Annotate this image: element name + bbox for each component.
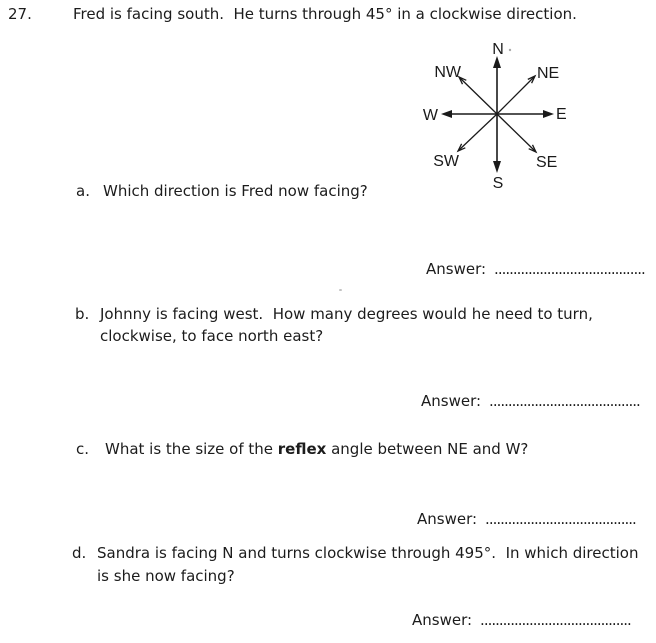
question-intro: Fred is facing south. He turns through 45° in a clockwise direction.: [73, 5, 577, 23]
scan-speck: [339, 289, 342, 291]
answer-line-d: [412, 611, 631, 629]
south-arrowhead-icon: [493, 161, 501, 173]
part-d-label: d.: [72, 544, 87, 562]
northeast-ray: [497, 76, 535, 114]
west-arrowhead-icon: [441, 110, 452, 118]
part-d-question-line1: Sandra is facing N and turns clockwise through 495°. In which direction: [97, 544, 639, 562]
southwest-ray: [458, 114, 497, 151]
answer-d-label: Answer:: [412, 611, 473, 629]
compass-label-northwest: NW: [434, 64, 461, 81]
part-c-question-after: angle between NE and W?: [326, 440, 529, 458]
compass-label-southwest: SW: [433, 153, 459, 170]
compass-label-southeast: SE: [536, 154, 558, 171]
part-b-label: b.: [75, 305, 90, 323]
answer-line-c: [417, 510, 636, 528]
compass-label-north: N: [492, 41, 504, 58]
part-d-question-line2: is she now facing?: [97, 567, 235, 585]
northwest-ray: [459, 77, 497, 114]
answer-c-label: Answer:: [417, 510, 478, 528]
answer-b-label: Answer:: [421, 392, 482, 410]
part-c-question-bold-word: reflex: [277, 440, 327, 458]
scan-speck-dot: [509, 49, 511, 51]
answer-line-a: [426, 260, 645, 278]
answer-c-dotted-line: ........................................: [485, 510, 636, 528]
answer-a-dotted-line: ........................................: [494, 260, 645, 278]
answer-a-label: Answer:: [426, 260, 487, 278]
part-c-question-before: What is the size of the: [105, 440, 278, 458]
compass-label-east: E: [556, 106, 567, 123]
compass-label-northeast: NE: [537, 65, 560, 82]
southeast-ray: [497, 114, 536, 152]
answer-d-dotted-line: ........................................: [480, 611, 631, 629]
question-number: 27.: [8, 5, 32, 23]
compass-label-west: W: [422, 107, 438, 124]
part-c-question: [105, 440, 528, 459]
compass-label-south: S: [492, 175, 504, 192]
compass-rose-diagram: [410, 33, 595, 195]
answer-b-dotted-line: ........................................: [489, 392, 640, 410]
part-a-question: Which direction is Fred now facing?: [103, 182, 368, 200]
part-a-label: a.: [76, 182, 90, 200]
east-arrowhead-icon: [543, 110, 554, 118]
answer-line-b: [421, 392, 640, 410]
part-b-question-line2: clockwise, to face north east?: [100, 327, 324, 345]
part-b-question-line1: Johnny is facing west. How many degrees would he need to turn,: [100, 305, 593, 323]
part-c-label: c.: [76, 440, 90, 458]
